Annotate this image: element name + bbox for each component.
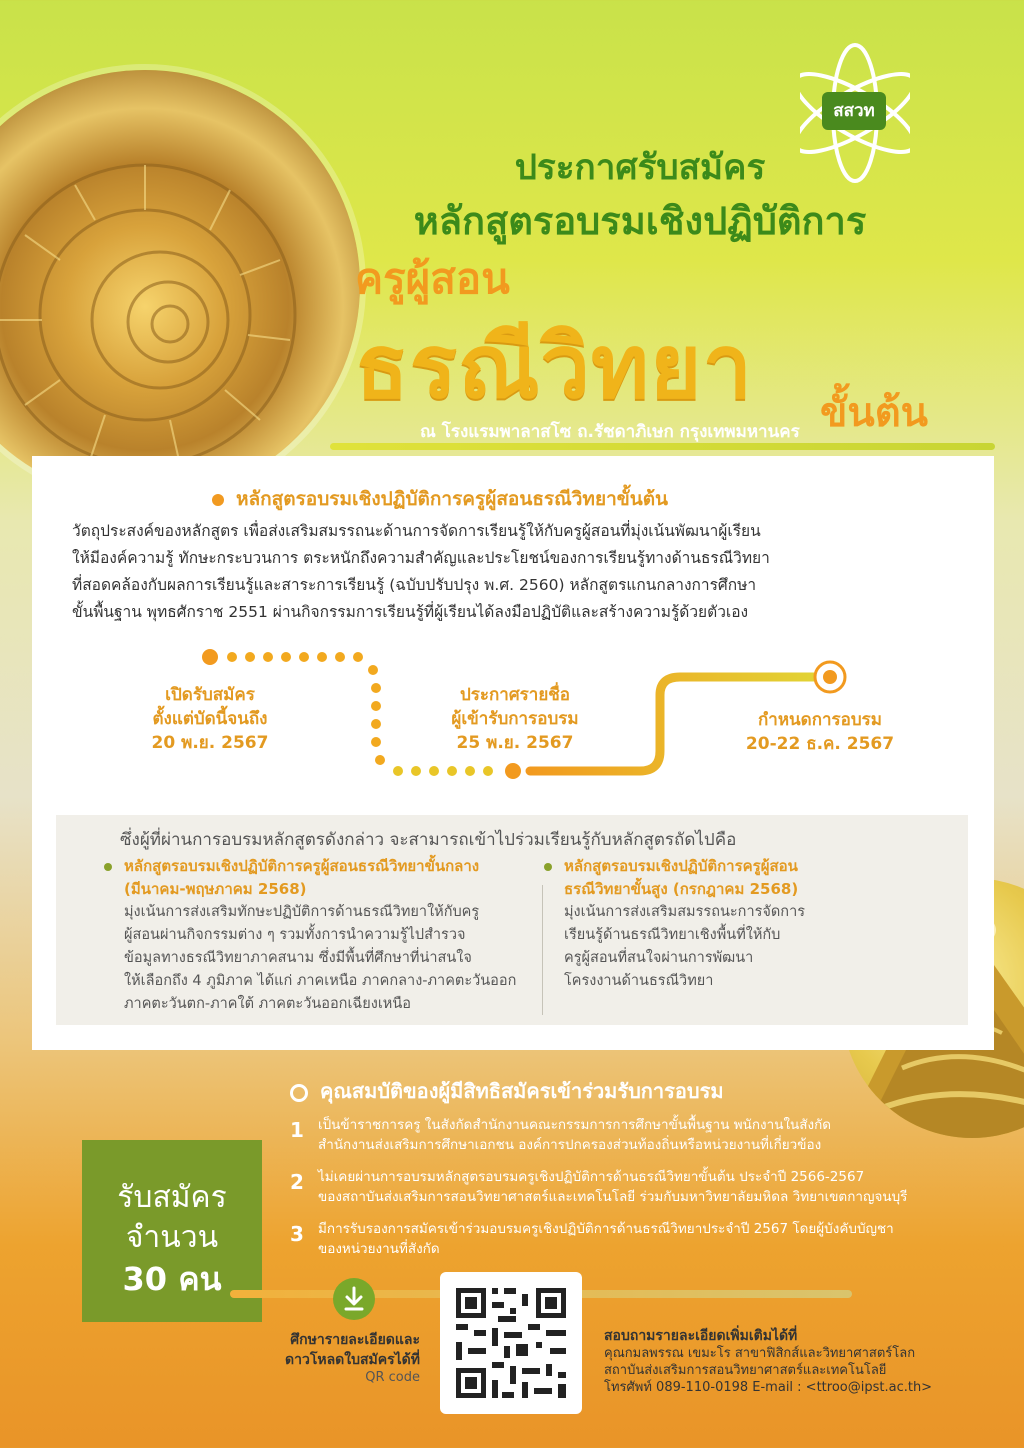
course-objective	[72, 518, 962, 626]
next-course-desc: มุ่งเน้นการส่งเสริมทักษะปฏิบัติการด้านธรณีวิทยาให้กับครู	[124, 904, 480, 920]
qualification-line: เป็นข้าราชการครู ในสังกัดสำนักงานคณะกรรมการการศึกษาขั้นพื้นฐาน พนักงานในสังกัด	[318, 1117, 832, 1133]
timeline-date: 25 พ.ย. 2567	[456, 733, 574, 753]
qualification-number: 3	[290, 1222, 304, 1246]
bullet-dot-icon	[212, 494, 224, 506]
qualification-line: ไม่เคยผ่านการอบรมหลักสูตรอบรมครูเชิงปฏิบัติการด้านธรณีวิทยาขั้นต้น ประจำปี 2566-2567	[318, 1169, 865, 1185]
next-course-desc: ข้อมูลทางธรณีวิทยาภาคสนาม ซึ่งมีพื้นที่ศึกษาที่น่าสนใจ	[124, 950, 472, 966]
bullet-dot-icon	[544, 863, 552, 871]
timeline-date: 20 พ.ย. 2567	[151, 733, 269, 753]
download-text: ศึกษารายละเอียดและ	[290, 1332, 420, 1348]
contact-title: สอบถามรายละเอียดเพิ่มเติมได้ที่	[604, 1328, 798, 1344]
qualification-item	[318, 1219, 968, 1259]
contact-info	[604, 1328, 1014, 1396]
logo-text: สสวท	[822, 92, 886, 130]
download-icon[interactable]	[333, 1278, 375, 1320]
contact-phone-email: โทรศัพท์ 089-110-0198 E-mail : <ttroo@ipst.ac.th>	[604, 1380, 933, 1395]
next-course-desc: มุ่งเน้นการส่งเสริมสมรรถนะการจัดการ	[564, 904, 806, 920]
next-course-desc: ภาคตะวันตก-ภาคใต้ ภาคตะวันออกเฉียงเหนือ	[124, 996, 411, 1012]
timeline-label: ประกาศรายชื่อ	[459, 685, 571, 705]
qualifications-title	[290, 1075, 724, 1107]
objective-line: ขั้นพื้นฐาน พุทธศักราช 2551 ผ่านกิจกรรมการเรียนรู้ที่ผู้เรียนได้ลงมือปฏิบัติและสร้างความรู้ด้วยตัวเอง	[72, 603, 749, 621]
timeline-step-registration	[130, 683, 290, 755]
timeline-label: ตั้งแต่บัดนี้จนถึง	[152, 709, 268, 729]
timeline-label: เปิดรับสมัคร	[165, 685, 255, 705]
enroll-count: 30 คน	[122, 1260, 222, 1298]
course-title	[212, 484, 668, 514]
contact-person: คุณกมลพรรณ เขมะโร สาขาฟิสิกส์และวิทยาศาสตร์โลก	[604, 1346, 916, 1361]
next-course-desc: โครงงานด้านธรณีวิทยา	[564, 973, 714, 989]
next-course-intermediate	[124, 855, 524, 1016]
bullet-dot-icon	[104, 863, 112, 871]
qualifications-title-text: คุณสมบัติของผู้มีสิทธิสมัครเข้าร่วมรับการอบรม	[320, 1079, 724, 1103]
ring-bullet-icon	[290, 1084, 308, 1102]
qualification-line: มีการรับรองการสมัครเข้าร่วมอบรมครูเชิงปฏิบัติการด้านธรณีวิทยาประจำปี 2567 โดยผู้บังคับบัญชา	[318, 1221, 894, 1237]
qualification-line: สำนักงานส่งเสริมการศึกษาเอกชน องค์การปกครองส่วนท้องถิ่นหรือหน่วยงานที่เกี่ยวข้อง	[318, 1137, 822, 1153]
enroll-label: จำนวน	[125, 1220, 219, 1255]
headline-divider	[330, 443, 995, 450]
objective-line: ให้มีองค์ความรู้ ทักษะกระบวนการ ตระหนักถึงความสำคัญและประโยชน์ของการเรียนรู้ทางด้านธรณีวิทยา	[72, 549, 770, 567]
qualification-item	[318, 1167, 968, 1207]
course-title-text: หลักสูตรอบรมเชิงปฏิบัติการครูผู้สอนธรณีวิทยาขั้นต้น	[236, 488, 669, 510]
headline-course-type: หลักสูตรอบรมเชิงปฏิบัติการ	[413, 201, 867, 243]
timeline-step-announcement	[430, 683, 600, 755]
next-course-title: หลักสูตรอบรมเชิงปฏิบัติการครูผู้สอน	[564, 857, 798, 875]
enroll-label: รับสมัคร	[117, 1180, 227, 1215]
headline-level: ขั้นต้น	[820, 391, 929, 435]
venue-text: ณ โรงแรมพาลาสโซ ถ.รัชดาภิเษก กรุงเทพมหานคร	[420, 422, 800, 442]
next-course-period: (มีนาคม-พฤษภาคม 2568)	[124, 880, 307, 898]
next-course-advanced	[564, 855, 864, 993]
headline-geology: ธรณีวิทยา	[355, 317, 754, 416]
objective-line: ที่สอดคล้องกับผลการเรียนรู้และสาระการเรียนรู้ (ฉบับปรับปรุง พ.ศ. 2560) หลักสูตรแกนกลางการศึกษา	[72, 576, 757, 594]
next-course-title: หลักสูตรอบรมเชิงปฏิบัติการครูผู้สอนธรณีวิทยาขั้นกลาง	[124, 857, 480, 875]
qualification-line: ของสถาบันส่งเสริมการสอนวิทยาศาสตร์และเทคโนโลยี ร่วมกับมหาวิทยาลัยมหิดล วิทยาเขตกาญจนบุรี	[318, 1189, 908, 1205]
qualification-item	[318, 1115, 968, 1155]
timeline-step-training	[730, 708, 910, 756]
next-course-period: ธรณีวิทยาขั้นสูง (กรกฎาคม 2568)	[564, 880, 799, 898]
qr-code-label: QR code	[365, 1370, 420, 1385]
timeline-label: ผู้เข้ารับการอบรม	[451, 709, 579, 729]
column-divider	[542, 885, 543, 1015]
download-text: ดาวโหลดใบสมัครได้ที่	[285, 1352, 420, 1368]
headline-teacher: ครูผู้สอน	[355, 255, 510, 302]
objective-line: วัตถุประสงค์ของหลักสูตร เพื่อส่งเสริมสมรรถนะด้านการจัดการเรียนรู้ให้กับครูผู้สอนที่มุ่งเน้นพัฒนาผู้เรียน	[72, 522, 761, 540]
download-instructions	[230, 1330, 420, 1370]
next-course-desc: ผู้สอนผ่านกิจกรรมต่าง ๆ รวมทั้งการนำความรู้ไปสำรวจ	[124, 927, 466, 943]
qr-code[interactable]	[440, 1272, 582, 1414]
next-course-desc: ให้เลือกถึง 4 ภูมิภาค ได้แก่ ภาคเหนือ ภาคกลาง-ภาคตะวันออก	[124, 973, 517, 989]
next-course-desc: เรียนรู้ด้านธรณีวิทยาเชิงพื้นที่ให้กับ	[564, 927, 781, 943]
qualification-number: 1	[290, 1118, 304, 1142]
headline-announcement: ประกาศรับสมัคร	[514, 148, 766, 187]
next-courses-heading: ซึ่งผู้ที่ผ่านการอบรมหลักสูตรดังกล่าว จะสามารถเข้าไปร่วมเรียนรู้กับหลักสูตรถัดไปคือ	[120, 830, 737, 850]
qualification-number: 2	[290, 1170, 304, 1194]
next-course-desc: ครูผู้สอนที่สนใจผ่านการพัฒนา	[564, 950, 754, 966]
timeline-date: 20-22 ธ.ค. 2567	[745, 734, 895, 754]
timeline-label: กำหนดการอบรม	[757, 710, 882, 730]
qualification-line: ของหน่วยงานที่สังกัด	[318, 1241, 440, 1257]
ammonite-fossil-image	[0, 70, 360, 500]
contact-organization: สถาบันส่งเสริมการสอนวิทยาศาสตร์และเทคโนโลยี	[604, 1363, 887, 1378]
